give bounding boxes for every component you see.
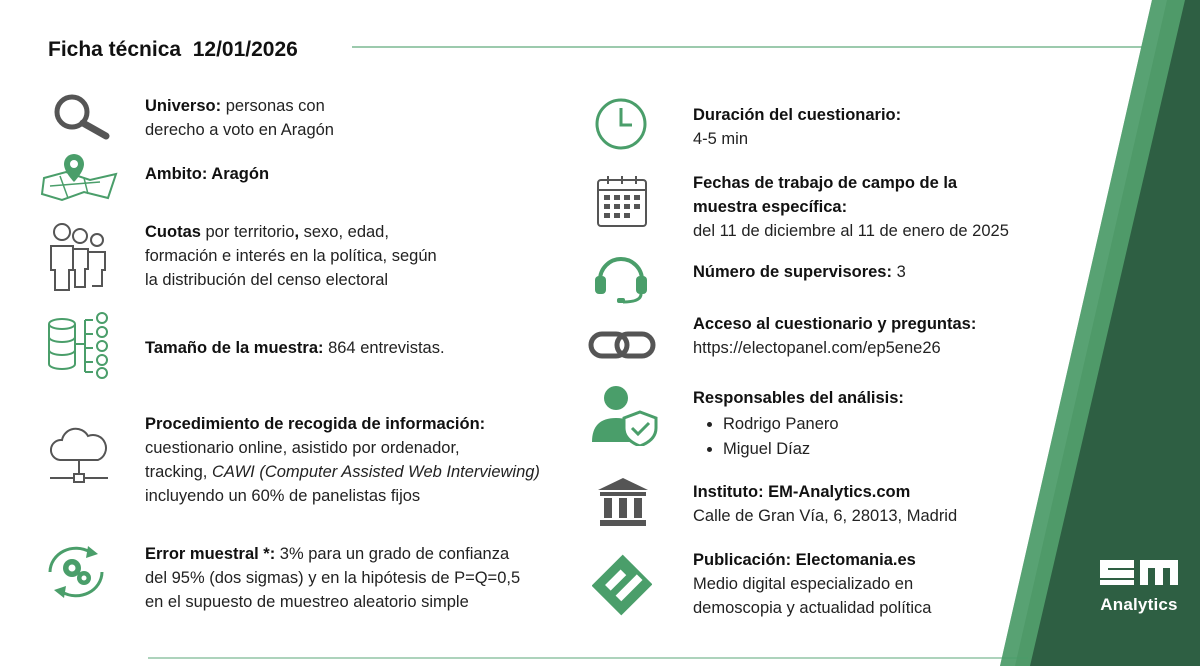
procedimiento-line-2a: tracking,: [145, 463, 212, 481]
error-label: Error muestral *:: [145, 545, 276, 563]
fechas-label-1: Fechas de trabajo de campo de la: [693, 174, 958, 192]
search-icon: [50, 92, 112, 140]
responsables-label: Responsables del análisis:: [693, 389, 904, 407]
procedimiento-line-1: cuestionario online, asistido por ordenador,: [145, 439, 460, 457]
publicacion-label: Publicación: Electomania.es: [693, 551, 916, 569]
error-line-3: en el supuesto de muestreo aleatorio simple: [145, 593, 469, 611]
page-title: Ficha técnica 12/01/2026: [48, 38, 298, 61]
tamano-text: 864 entrevistas.: [323, 339, 445, 357]
map-pin-icon: [40, 152, 120, 202]
supervisores-label: Número de supervisores:: [693, 263, 892, 281]
responsables-list: [693, 412, 904, 462]
supervisores-block: [693, 260, 906, 284]
procedimiento-line-3: incluyendo un 60% de panelistas fijos: [145, 487, 421, 505]
link-icon: [588, 330, 656, 360]
cuotas-text-2: sexo, edad,: [299, 223, 389, 241]
instituto-label: Instituto: EM-Analytics.com: [693, 483, 911, 501]
clock-icon: [594, 97, 648, 151]
tamano-block: [145, 336, 445, 360]
procedimiento-line-2b: CAWI (Computer Assisted Web Interviewing): [211, 463, 540, 481]
acceso-link[interactable]: https://electopanel.com/ep5ene26: [693, 339, 941, 357]
error-line-2: del 95% (dos sigmas) y en la hipótesis de P=Q=0,5: [145, 569, 521, 587]
acceso-label: Acceso al cuestionario y preguntas:: [693, 315, 977, 333]
cloud-network-icon: [46, 426, 112, 488]
universo-text-2: derecho a voto en Aragón: [145, 121, 334, 139]
headset-icon: [592, 252, 650, 304]
logo-text: Analytics: [1100, 595, 1178, 614]
database-icon: [46, 312, 116, 380]
procedimiento-label: Procedimiento de recogida de información:: [145, 415, 486, 433]
tamano-label: Tamaño de la muestra:: [145, 339, 324, 357]
people-icon: [46, 222, 110, 292]
publicacion-block: [693, 548, 931, 620]
publicacion-line-1: Medio digital especializado en: [693, 575, 914, 593]
em-logo-mark: [1096, 554, 1182, 588]
cuotas-label: Cuotas: [145, 223, 201, 241]
instituto-text: Calle de Gran Vía, 6, 28013, Madrid: [693, 507, 958, 525]
duracion-label: Duración del cuestionario:: [693, 106, 902, 124]
user-shield-icon: [590, 382, 660, 446]
cuotas-text-1: por territorio: [200, 223, 295, 241]
fechas-block: [693, 171, 1009, 243]
duracion-text: 4-5 min: [693, 130, 749, 148]
em-analytics-logo: [1094, 554, 1184, 615]
acceso-block: [693, 312, 976, 360]
institution-icon: [596, 476, 650, 528]
universo-label: Universo:: [145, 97, 222, 115]
calendar-icon: [596, 174, 648, 230]
universo-text: personas con: [221, 97, 325, 115]
ambito-label: Ambito: Aragón: [145, 165, 270, 183]
title-divider: [352, 46, 1142, 48]
responsables-block: [693, 386, 904, 462]
electomania-icon: [592, 554, 652, 616]
ambito-block: [145, 162, 269, 186]
procedimiento-block: [145, 412, 540, 508]
duracion-block: [693, 103, 901, 151]
cuotas-comma: ,: [294, 223, 300, 241]
list-item: • Rodrigo Panero: [723, 412, 904, 437]
error-block: [145, 542, 520, 614]
fechas-label-2: muestra específica:: [693, 198, 848, 216]
bottom-divider: [148, 657, 1028, 659]
universo-block: [145, 94, 334, 142]
supervisores-text: 3: [891, 263, 906, 281]
instituto-block: [693, 480, 957, 528]
gears-cycle-icon: [42, 542, 110, 602]
fechas-text: del 11 de diciembre al 11 de enero de 2025: [693, 222, 1009, 240]
cuotas-block: [145, 220, 437, 292]
list-item: • Miguel Díaz: [723, 437, 904, 462]
error-text: 3% para un grado de confianza: [275, 545, 510, 563]
cuotas-line-2: formación e interés en la política, según: [145, 247, 437, 265]
cuotas-line-3: la distribución del censo electoral: [145, 271, 389, 289]
publicacion-line-2: demoscopia y actualidad política: [693, 599, 932, 617]
